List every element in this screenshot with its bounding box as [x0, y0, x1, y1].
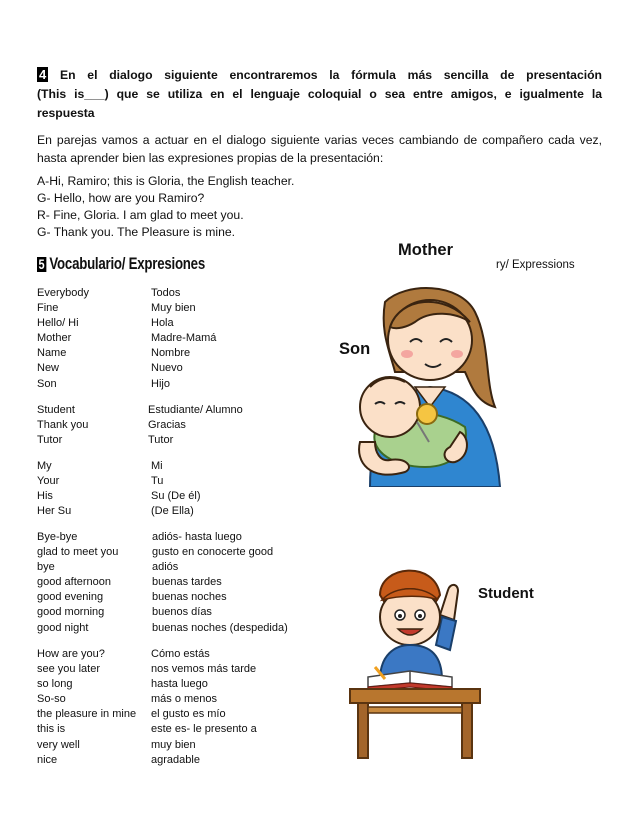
exercise-5-number: 5	[38, 256, 45, 272]
student-label: Student	[478, 585, 534, 602]
son-label: Son	[339, 340, 371, 358]
vocab-english: so long	[37, 678, 73, 691]
vocab-spanish: buenos días	[152, 606, 212, 619]
vocab-english: nice	[37, 753, 58, 766]
dialog-line: G- Thank you. The Pleasure is mine.	[37, 225, 236, 239]
vocab-english: Name	[37, 347, 67, 360]
vocab-english: good night	[37, 621, 89, 634]
vocab-spanish: hasta luego	[151, 678, 208, 691]
vocab-spanish: nos vemos más tarde	[151, 663, 257, 676]
vocab-spanish: buenas tardes	[152, 576, 222, 589]
exercise-4-line-2: (This is___) que se utiliza en el lenguaje coloquial o sea entre amigos, e igualmente la	[37, 87, 602, 101]
vocab-english: How are you?	[37, 648, 105, 660]
vocab-english: bye	[37, 561, 55, 574]
vocab-spanish: Muy bien	[151, 302, 196, 315]
dialog	[37, 173, 294, 241]
vocab-english: His	[37, 490, 53, 503]
vocab-spanish: Nombre	[151, 347, 191, 360]
vocab-spanish: gusto en conocerte good	[152, 546, 274, 559]
vocab-spanish: buenas noches (despedida)	[152, 621, 288, 634]
exercise-4-number: 4	[39, 67, 47, 82]
exercise-4-line-1: 4 En el dialogo siguiente encontraremos la fórmula más sencilla de presentación	[39, 67, 602, 82]
vocab-spanish: Nuevo	[151, 362, 183, 375]
vocab-english: My	[37, 460, 52, 472]
student-illustration	[340, 555, 490, 760]
mother-and-son-illustration	[345, 282, 505, 487]
vocab-spanish: Su (De él)	[151, 490, 201, 503]
exercise-4-heading	[37, 66, 602, 123]
vocab-spanish: este es- le presento a	[151, 723, 257, 736]
vocab-english: Your	[37, 475, 60, 488]
vocab-english: New	[37, 362, 60, 375]
dialog-line: R- Fine, Gloria. I am glad to meet you.	[37, 208, 244, 222]
exercise-4-line-3: respuesta	[37, 106, 95, 120]
vocab-english: see you later	[37, 663, 100, 676]
vocab-english: Thank you	[37, 419, 89, 432]
vocab-spanish: agradable	[151, 753, 200, 766]
vocab-english: glad to meet you	[37, 546, 119, 559]
vocab-english: Son	[37, 377, 57, 390]
vocab-spanish: Mi	[151, 460, 163, 472]
vocab-spanish: buenas noches	[152, 591, 227, 604]
vocab-english: this is	[37, 723, 66, 736]
vocab-spanish: el gusto es mío	[151, 708, 226, 721]
exercise-5-title: Vocabulario/ Expresiones	[49, 254, 205, 273]
intro-paragraph: En parejas vamos a actuar en el dialogo siguiente varias veces cambiando de compañero cada vez, hasta aprender bien las expresiones propias de la presentación:	[37, 133, 602, 165]
dialog-line: A-Hi, Ramiro; this is Gloria, the English teacher.	[37, 174, 295, 188]
stray-text: ry/ Expressions	[496, 259, 575, 271]
vocab-english: Her Su	[37, 505, 72, 518]
exercise-5-heading	[37, 254, 205, 274]
vocab-english: Hello/ Hi	[37, 317, 79, 330]
vocab-english: Bye-bye	[37, 531, 78, 543]
vocab-english: good morning	[37, 606, 105, 619]
vocab-english: the pleasure in mine	[37, 708, 137, 721]
vocab-english: Everybody	[37, 287, 89, 299]
vocab-english: Fine	[37, 302, 59, 315]
vocab-spanish: Madre-Mamá	[151, 332, 217, 345]
vocab-english: Student	[37, 404, 75, 416]
vocab-spanish: Cómo estás	[151, 648, 210, 660]
vocab-english: very well	[37, 738, 80, 751]
mother-label: Mother	[398, 241, 453, 259]
vocab-spanish: (De Ella)	[151, 505, 194, 518]
vocab-spanish: adiós	[152, 561, 179, 574]
vocab-spanish: Tu	[151, 475, 164, 488]
vocab-english: good afternoon	[37, 576, 112, 589]
vocab-spanish: Todos	[151, 287, 181, 299]
dialog-line: G- Hello, how are you Ramiro?	[37, 191, 205, 205]
vocab-spanish: Gracias	[148, 419, 186, 432]
vocab-spanish: Hola	[151, 317, 174, 330]
vocab-spanish: más o menos	[151, 693, 218, 706]
vocab-spanish: adiós- hasta luego	[152, 531, 242, 543]
vocab-spanish: muy bien	[151, 738, 196, 751]
vocab-spanish: Tutor	[148, 434, 174, 447]
vocab-english: good evening	[37, 591, 104, 604]
vocab-english: Tutor	[37, 434, 63, 447]
vocab-english: Mother	[37, 332, 72, 345]
vocab-english: So-so	[37, 693, 66, 706]
vocab-spanish: Estudiante/ Alumno	[148, 404, 243, 416]
vocab-spanish: Hijo	[151, 377, 170, 390]
